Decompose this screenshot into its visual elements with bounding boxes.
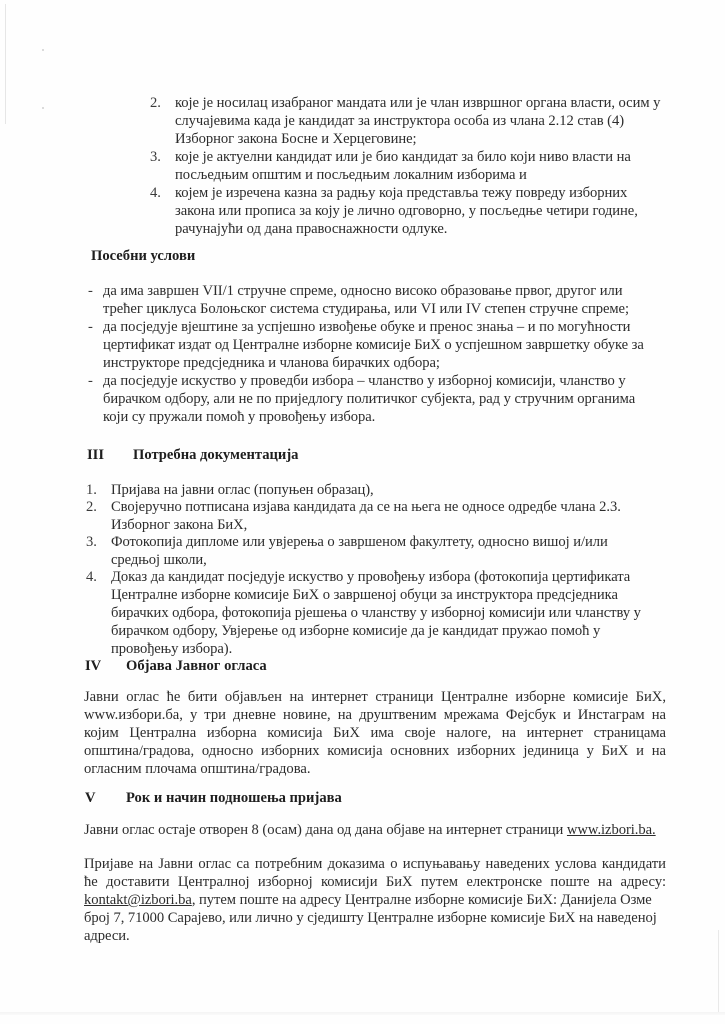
section-iii-heading: Потребна документација <box>133 447 299 463</box>
list-item-line: закона или прописа за коју је лично одговорно, у посљедње четири године, <box>175 203 638 219</box>
deadline-paragraph <box>84 822 656 839</box>
paragraph-line: којим Централна изборна комисија БиХ има своје налоге, на интернет страницама <box>84 725 666 741</box>
doc-list-number: 3. <box>86 534 97 550</box>
list-item-line: Изборног закона Босне и Херцеговине; <box>175 131 417 147</box>
paragraph-line: www.избори.ба, у три дневне новине, на друштвеним мрежама Фејсбук и Инстаграм на <box>84 707 666 723</box>
list-item-number: 4. <box>150 185 161 201</box>
section-v-numeral: V <box>85 790 96 806</box>
bullet-line: да има завршен VII/1 стручне спреме, односно високо образовање првог, другог или <box>103 283 623 299</box>
doc-list-line: средњој школи, <box>111 552 207 568</box>
section-iv-heading: Објава Јавног огласа <box>126 658 267 674</box>
bullet-line: да посједује искуство у проведби избора – чланство у изборној комисији, чланство у <box>103 373 626 389</box>
paragraph-line: Пријаве на Јавни оглас са потребним доказима о испуњавању наведених услова кандидати <box>84 856 666 872</box>
paragraph-line: ће доставити Централној изборној комисији БиХ путем електронске поште на адресу: <box>84 874 666 890</box>
bullet-line: цертификат издат од Централне изборне комисије БиХ о успјешном завршетку обуке за <box>103 337 644 353</box>
paragraph-line <box>84 892 652 909</box>
doc-list-line: бирачких одбора, фотокопија рјешења о чланству у изборној комисији или чланству у <box>111 605 641 621</box>
scan-edge-left <box>5 4 6 124</box>
bullet-dash: - <box>88 319 93 335</box>
scan-edge-right <box>718 930 719 1015</box>
paragraph-line: огласним плочама општина/градова. <box>84 761 311 777</box>
doc-list-line: Централне изборне комисије БиХ о завршеној обуци за инструктора предсједника <box>111 587 618 603</box>
bullet-dash: - <box>88 373 93 389</box>
doc-list-number: 2. <box>86 499 97 515</box>
bullet-line: бирачком одбору, али не по приједлогу политичког субјекта, рад у стручним органима <box>103 391 636 407</box>
list-item-number: 3. <box>150 149 161 165</box>
doc-list-line: провођењу избора). <box>111 641 233 657</box>
bullet-line: инструкторе предсједника и чланова бирачких одбора; <box>103 355 440 371</box>
deadline-text: Јавни оглас остаје отворен 8 (осам) дана од дана објаве на интернет страници <box>84 822 567 838</box>
doc-list-line: Фотокопија дипломе или увјерења о завршеном факултету, односно вишој и/или <box>111 534 608 550</box>
list-item-line: посљедњим општим и посљедњим локалним изборима и <box>175 167 527 183</box>
doc-list-line: бирачком одбору, Увјерење од изборне комисије да је кандидат пружао помоћ у <box>111 623 601 639</box>
doc-list-number: 4. <box>86 569 97 585</box>
doc-list-line: Доказ да кандидат посједује искуство у провођењу избора (фотокопија цертификата <box>111 569 631 585</box>
list-item-number: 2. <box>150 95 161 111</box>
list-item-line: случајевима када је кандидат за инструктора особа из члана 2.12 став (4) <box>175 113 625 129</box>
special-conditions-heading: Посебни услови <box>91 248 196 264</box>
list-item-line: које је актуелни кандидат или је био кандидат за било који ниво власти на <box>175 149 631 165</box>
bullet-line: који су пружали помоћ у провођењу избора. <box>103 409 376 425</box>
bullet-line: трећег циклуса Болоњског система студирања, или VI или IV степен стручне спреме; <box>103 301 629 317</box>
section-v-heading: Рок и начин подношења пријава <box>126 790 342 806</box>
list-item-line: које је носилац изабраног мандата или је члан извршног органа власти, осим у <box>175 95 661 111</box>
website-link[interactable]: www.izbori.ba. <box>566 822 656 838</box>
list-item-line: којем је изречена казна за радњу која представља тежу повреду изборних <box>175 185 628 201</box>
email-link[interactable]: kontakt@izbori.ba <box>84 892 192 908</box>
scan-speck <box>42 107 44 109</box>
section-iii-numeral: III <box>87 447 105 463</box>
doc-list-line: Својеручно потписана изјава кандидата да се на њега не односе одредбе члана 2.3. <box>111 499 621 515</box>
scan-edge-bottom <box>0 1012 725 1015</box>
list-item-line: рачунајући од дана правоснажности одлуке. <box>175 221 448 237</box>
bullet-line: да посједује вјештине за успјешно извођење обуке и пренос знања – и по могућности <box>103 319 631 335</box>
paragraph-line: адреси. <box>84 928 130 944</box>
doc-list-number: 1. <box>86 482 97 498</box>
scan-speck <box>42 49 44 51</box>
section-iv-numeral: IV <box>85 658 102 674</box>
paragraph-line: Јавни оглас ће бити објављен на интернет страници Централне изборне комисије БиХ, <box>84 689 666 705</box>
doc-list-line: Изборног закона БиХ, <box>111 517 248 533</box>
address-text: , путем поште на адресу Централне изборне комисије БиХ: Данијела Озме <box>191 892 652 908</box>
bullet-dash: - <box>88 283 93 299</box>
paragraph-line: број 7, 71000 Сарајево, или лично у сједишту Централне изборне комисије БиХ на наведеној <box>84 910 657 926</box>
paragraph-line: општина/градова, односно изборних комисија основних изборних јединица у БиХ и на <box>84 743 666 759</box>
doc-list-line: Пријава на јавни оглас (попуњен образац), <box>111 482 374 498</box>
